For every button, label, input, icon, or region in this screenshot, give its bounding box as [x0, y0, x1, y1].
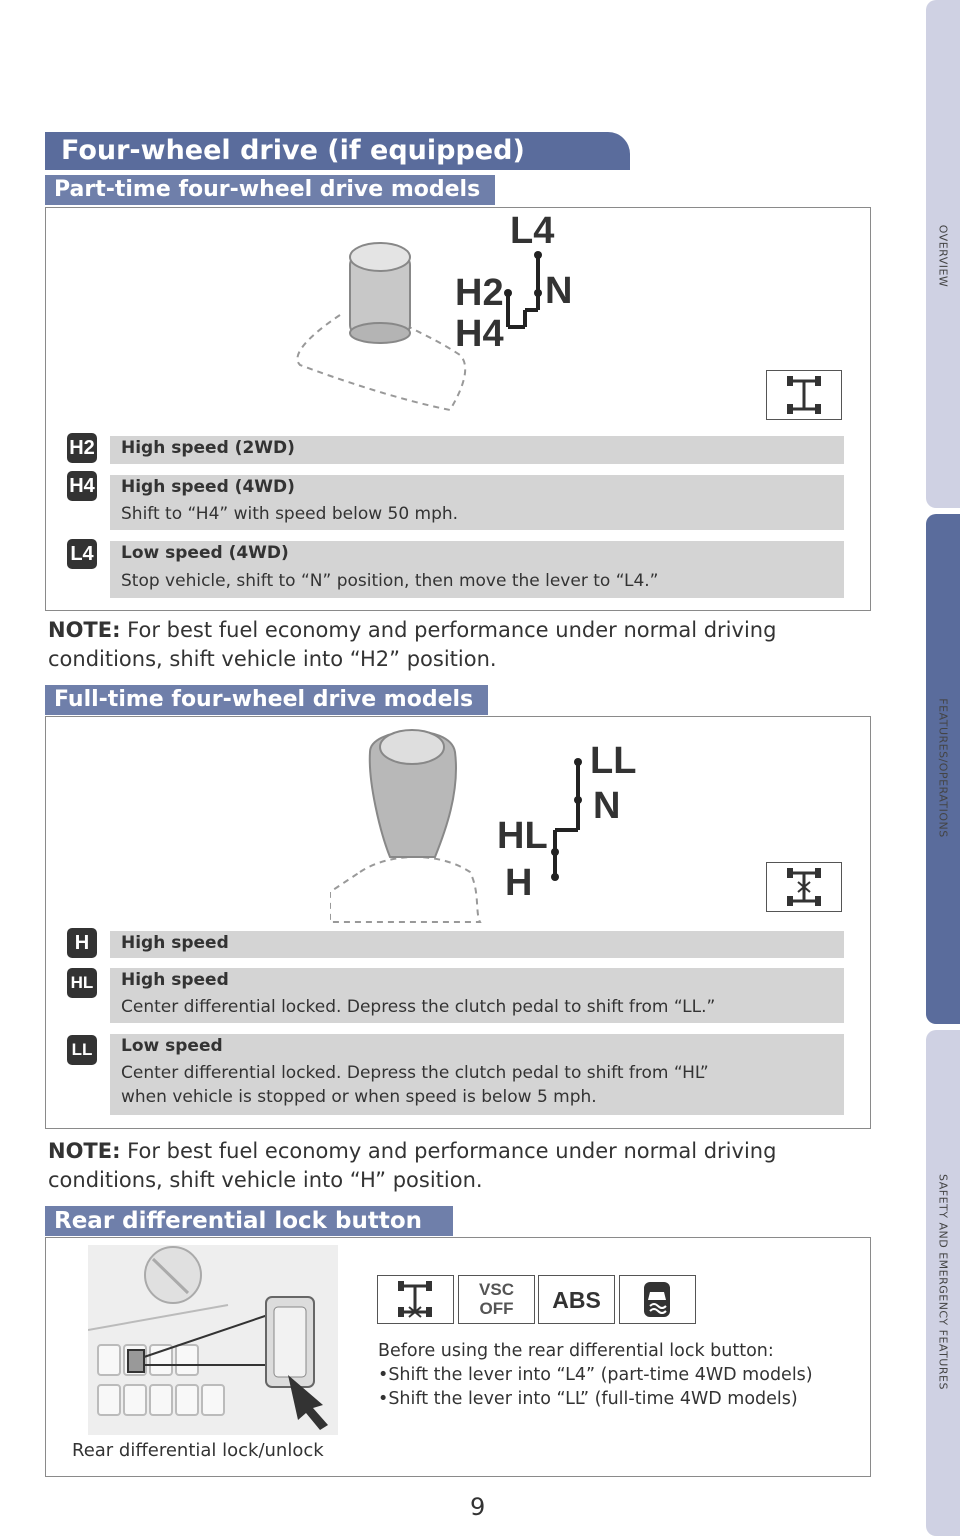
gear-label-l4: L4 [510, 210, 555, 252]
gear-label-n: N [545, 270, 573, 312]
dashboard-button-illustration [88, 1245, 338, 1435]
rear-diff-bullet-2: •Shift the lever into “LL” (full-time 4WD models) [378, 1389, 798, 1409]
gear-label-ll: LL [590, 740, 637, 782]
row-title: Low speed [121, 1036, 223, 1056]
section-title-bar [45, 132, 630, 170]
page-number: 9 [470, 1493, 486, 1521]
row-description: Stop vehicle, shift to “N” position, then move the lever to “L4.” [121, 571, 659, 591]
row-description: Center differential locked. Depress the clutch pedal to shift from “LL.” [121, 997, 716, 1017]
full-time-note [48, 1137, 776, 1195]
gear-label-hl: HL [497, 815, 548, 857]
note-line-1: For best fuel economy and performance under normal driving [120, 1139, 777, 1163]
center-diff-lock-indicator-icon [766, 862, 842, 912]
rear-diff-bullet-1: •Shift the lever into “L4” (part-time 4WD models) [378, 1365, 813, 1385]
badge-ll: LL [67, 1035, 97, 1065]
row-title: Low speed (4WD) [121, 543, 289, 563]
badge-h2: H2 [67, 433, 97, 463]
note-line-2: conditions, shift vehicle into “H2” position. [48, 647, 497, 671]
part-time-heading-bar [45, 175, 495, 205]
row-description: Shift to “H4” with speed below 50 mph. [121, 504, 459, 524]
note-line-2: conditions, shift vehicle into “H” position. [48, 1168, 483, 1192]
abs-indicator-icon [538, 1275, 615, 1324]
row-description-line-1: Center differential locked. Depress the clutch pedal to shift from “HL” [121, 1063, 709, 1083]
note-line-1: For best fuel economy and performance under normal driving [120, 618, 777, 642]
vsc-label: VSC [479, 1280, 514, 1299]
row-description-line-2: when vehicle is stopped or when speed is below 5 mph. [121, 1087, 597, 1107]
rear-diff-caption: Rear differential lock/unlock [72, 1440, 324, 1461]
row-title: High speed [121, 970, 229, 990]
part-time-note [48, 616, 776, 674]
part-time-heading: Part-time four-wheel drive models [54, 177, 481, 202]
rear-diff-heading-bar [45, 1206, 453, 1236]
rear-diff-intro: Before using the rear differential lock button: [378, 1341, 774, 1361]
row-title: High speed (4WD) [121, 477, 295, 497]
row-high-speed [110, 931, 844, 958]
row-high-speed-locked [110, 968, 844, 1023]
badge-h: H [67, 928, 97, 958]
rear-diff-lock-indicator-icon [377, 1275, 454, 1324]
badge-hl: HL [67, 968, 97, 998]
slip-indicator-icon [619, 1275, 696, 1324]
badge-h4: H4 [67, 471, 97, 501]
note-label: NOTE: [48, 1139, 121, 1163]
row-low-speed [110, 1034, 844, 1115]
full-time-heading-bar [45, 685, 488, 715]
row-title: High speed [121, 933, 229, 953]
abs-label: ABS [552, 1287, 601, 1313]
row-high-speed-4wd [110, 475, 844, 530]
vsc-off-indicator-icon [458, 1275, 535, 1324]
gear-label-h4: H4 [455, 313, 504, 355]
gear-label-h2: H2 [455, 272, 504, 314]
gear-label-h: H [505, 862, 533, 904]
badge-l4: L4 [67, 539, 97, 569]
side-tab-label-features: FEATURES/OPERATIONS [936, 698, 950, 838]
full-time-heading: Full-time four-wheel drive models [54, 687, 474, 712]
note-label: NOTE: [48, 618, 121, 642]
side-tab-label-overview: OVERVIEW [936, 224, 950, 288]
row-high-speed-2wd [110, 436, 844, 464]
row-title: High speed (2WD) [121, 438, 295, 458]
gear-label-n: N [593, 785, 621, 827]
section-title: Four-wheel drive (if equipped) [61, 135, 525, 166]
row-low-speed-4wd [110, 541, 844, 598]
four-wheel-drive-indicator-icon [766, 370, 842, 420]
off-label: OFF [479, 1299, 514, 1318]
side-tab-label-safety: SAFETY AND EMERGENCY FEATURES [936, 1174, 950, 1390]
rear-diff-heading: Rear differential lock button [54, 1208, 422, 1234]
